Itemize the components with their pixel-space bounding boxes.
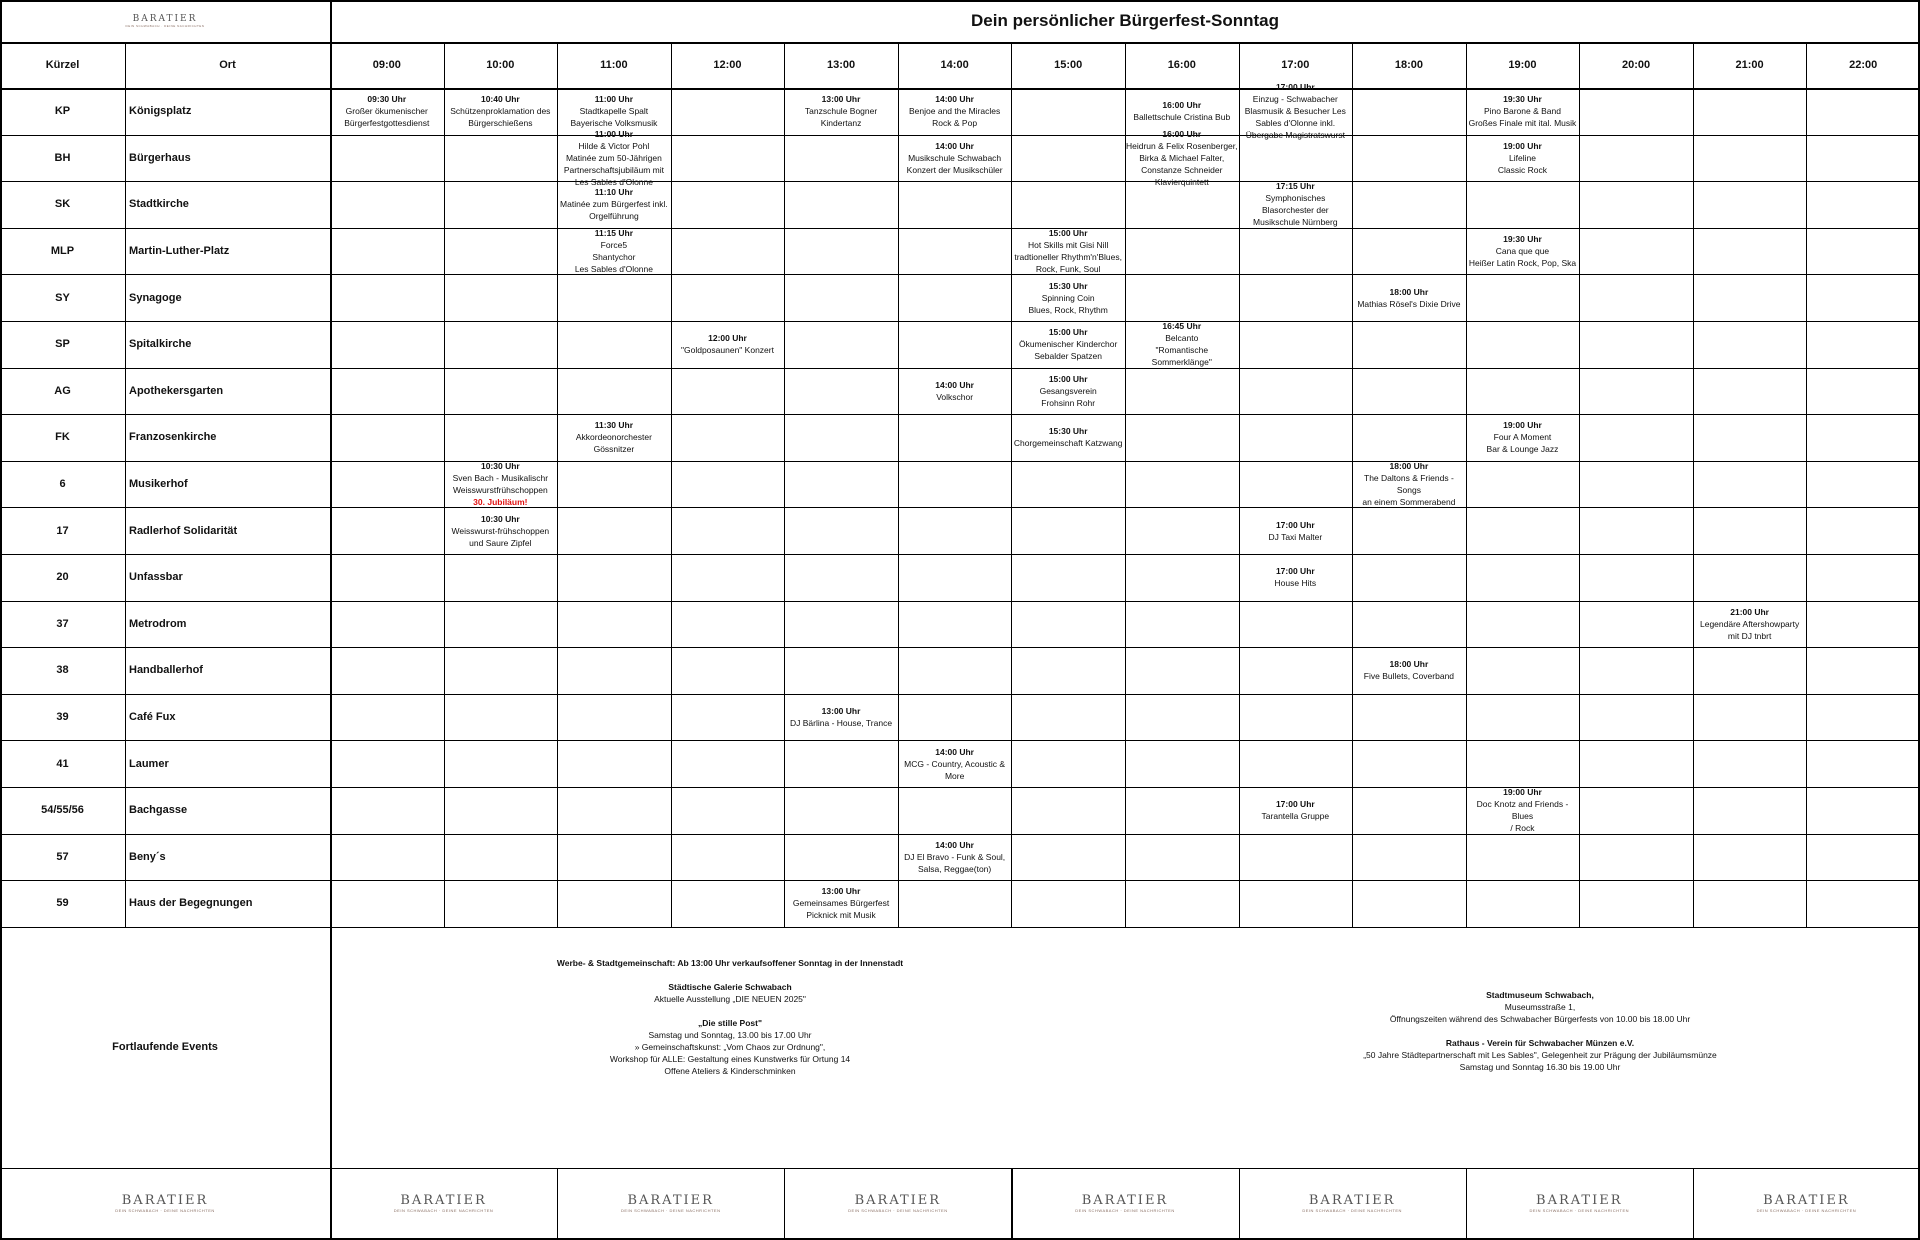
event-time: 15:00 Uhr (1048, 373, 1088, 384)
footer-logo (1693, 1168, 1920, 1238)
event-text: Four A Moment (1493, 432, 1552, 443)
footer-logo-sub: DEIN SCHWABACH · DEINE NACHRICHTEN (848, 1208, 948, 1213)
event-text: an einem Sommerabend (1362, 497, 1456, 508)
ongoing-right-line: „50 Jahre Städtepartnerschaft mit Les Sables", Gelegenheit zur Prägung der Jubiläumsmünze (1363, 1049, 1717, 1060)
event-time: 19:30 Uhr (1503, 94, 1542, 105)
event-cell[interactable] (1352, 461, 1466, 508)
event-time: 18:00 Uhr (1389, 659, 1429, 670)
footer-logo-word: BARATIER (1536, 1193, 1623, 1208)
column-header-hour: 20:00 (1621, 59, 1651, 71)
event-cell[interactable] (1011, 368, 1125, 415)
event-text: Sables d'Olonne inkl. (1255, 118, 1336, 129)
event-text: Rock, Funk, Soul (1035, 264, 1101, 275)
event-text: Frohsinn Rohr (1041, 397, 1096, 408)
column-header-hour: 17:00 (1281, 59, 1310, 71)
event-cell[interactable] (1352, 647, 1466, 694)
event-text: Constanze Schneider (1141, 164, 1223, 175)
footer-logo (330, 1168, 557, 1238)
location-name: Apothekersgarten (129, 384, 224, 397)
ongoing-left-line (500, 969, 960, 981)
location-name: Handballerhof (129, 664, 203, 677)
event-text: Classic Rock (1497, 164, 1548, 175)
event-text: Hot Skills mit Gisi Nill (1028, 240, 1109, 251)
ongoing-left-line: Städtische Galerie Schwabach (668, 981, 792, 992)
footer-logo-word: BARATIER (121, 1193, 209, 1208)
location-code: SP (55, 338, 70, 351)
event-text: DJ El Bravo - Funk & Soul, (904, 851, 1006, 862)
footer-logo-word: BARATIER (854, 1193, 942, 1208)
event-text: Force5 (600, 240, 628, 251)
event-text: Doc Knotz and Friends - Blues (1476, 799, 1569, 822)
location-code: SY (55, 291, 70, 304)
event-text: Großer ökumenischer (345, 106, 428, 117)
event-time: 14:00 Uhr (935, 140, 974, 151)
event-text: Heidrun & Felix Rosenberger, (1126, 140, 1238, 151)
logo-word: BARATIER (132, 14, 198, 24)
location-name: Beny´s (129, 850, 166, 863)
footer-logo (1011, 1168, 1238, 1238)
footer-logo (1466, 1168, 1693, 1238)
location-code: 37 (56, 617, 69, 630)
event-text: Bürgerschießens (468, 118, 533, 129)
event-time: 14:00 Uhr (935, 839, 974, 850)
event-text: Tarantella Gruppe (1261, 811, 1330, 822)
event-time: 11:00 Uhr (594, 94, 634, 105)
column-header-hour: 09:00 (372, 59, 401, 71)
column-header-hour: 14:00 (940, 59, 969, 71)
event-text: Hilde & Victor Pohl (578, 140, 650, 151)
ongoing-left-block (500, 957, 960, 1077)
event-text: Sebalder Spatzen (1034, 351, 1102, 362)
event-time: 15:00 Uhr (1048, 327, 1088, 338)
header-logo (0, 0, 330, 42)
event-text: Stadtkapelle Spalt (579, 106, 649, 117)
event-text: Konzert der Musikschüler (906, 164, 1003, 175)
event-text: Volkschor (936, 391, 974, 402)
location-name: Radlerhof Solidarität (129, 524, 238, 537)
location-code: KP (54, 105, 71, 118)
event-time: 11:30 Uhr (594, 420, 634, 431)
event-time: 17:00 Uhr (1275, 519, 1315, 530)
event-text: Ökumenischer Kinderchor (1019, 339, 1118, 350)
ongoing-right-line: Rathaus - Verein für Schwabacher Münzen e.V. (1445, 1037, 1635, 1048)
event-text: More (944, 770, 965, 781)
event-cell[interactable] (557, 128, 671, 187)
event-text: Heißer Latin Rock, Pop, Ska (1468, 258, 1577, 269)
ongoing-left-line: Samstag und Sonntag, 13.00 bis 17.00 Uhr (648, 1029, 812, 1040)
footer-logo-sub: DEIN SCHWABACH · DEINE NACHRICHTEN (393, 1208, 494, 1213)
event-cell[interactable] (1466, 787, 1580, 834)
event-text: Gemeinsames Bürgerfest (792, 898, 890, 909)
event-time: 11:15 Uhr (594, 228, 634, 239)
event-text: Birka & Michael Falter, (1139, 152, 1225, 163)
event-time: 15:00 Uhr (1048, 228, 1088, 239)
location-name: Königsplatz (129, 105, 192, 118)
event-text: Musikschule Nürnberg (1253, 217, 1338, 228)
event-text: DJ Bärlina - House, Trance (790, 718, 893, 729)
border-bottom (0, 1238, 1920, 1240)
footer-logo-sub: DEIN SCHWABACH · DEINE NACHRICHTEN (115, 1208, 215, 1213)
event-text: und Saure Zipfel (469, 537, 532, 548)
footer-logo-word: BARATIER (627, 1193, 714, 1208)
ongoing-right-line: Museumsstraße 1, (1504, 1001, 1576, 1012)
event-cell[interactable] (1011, 274, 1125, 321)
event-text: Blues, Rock, Rhythm (1028, 304, 1108, 315)
event-text: Weisswurst-frühschoppen (451, 525, 550, 536)
event-cell[interactable] (1239, 787, 1353, 834)
event-text: tradtioneller Rhythm'n'Blues, (1014, 252, 1123, 263)
column-header-hour: 15:00 (1054, 59, 1083, 71)
event-cell[interactable] (1239, 82, 1353, 141)
location-code: 17 (56, 524, 69, 537)
event-time: 11:10 Uhr (594, 187, 634, 198)
ongoing-left-line: Offene Ateliers & Kinderschminken (664, 1065, 796, 1076)
location-code: 38 (56, 664, 69, 677)
column-header-hour: 11:00 (600, 59, 628, 71)
ongoing-left-line: „Die stille Post" (697, 1017, 763, 1028)
event-cell[interactable] (1011, 228, 1125, 275)
footer-logo (784, 1168, 1011, 1238)
location-code: SK (54, 198, 71, 211)
footer-logo-sub: DEIN SCHWABACH · DEINE NACHRICHTEN (1302, 1208, 1402, 1213)
location-name: Metrodrom (129, 617, 187, 630)
event-text: Matinée zum Bürgerfest inkl. (560, 199, 668, 210)
column-header-hour: 13:00 (826, 59, 856, 71)
event-text: Bayerische Volksmusik (570, 118, 658, 129)
footer-logo-sub: DEIN SCHWABACH · DEINE NACHRICHTEN (620, 1208, 721, 1213)
location-code: 41 (56, 757, 69, 770)
event-cell[interactable] (557, 228, 671, 275)
event-text: Mathias Rösel's Dixie Drive (1357, 298, 1461, 309)
event-text: Blasorchester der (1262, 205, 1329, 216)
event-cell[interactable] (898, 88, 1012, 135)
event-highlight: 30. Jubiläum! (473, 497, 528, 508)
event-time: 16:45 Uhr (1162, 321, 1202, 332)
footer-logo (0, 1168, 330, 1238)
event-text: Chorgemeinschaft Katzwang (1013, 438, 1123, 449)
event-text: Picknick mit Musik (806, 910, 876, 921)
event-text: Blasmusik & Besucher Les (1244, 106, 1346, 117)
location-name: Stadtkirche (129, 198, 189, 211)
event-time: 21:00 Uhr (1730, 606, 1769, 617)
footer-logo-word: BARATIER (1763, 1193, 1850, 1208)
event-time: 15:30 Uhr (1048, 426, 1088, 437)
hour-divider (784, 42, 785, 927)
event-text: Kindertanz (820, 118, 862, 129)
event-text: Orgelführung (589, 211, 639, 222)
ongoing-left-line: Werbe- & Stadtgemeinschaft: Ab 13:00 Uhr verkaufsoffener Sonntag in der Innenstadt (556, 957, 904, 968)
hour-divider (1693, 42, 1694, 927)
event-time: 19:00 Uhr (1503, 787, 1542, 798)
event-text: Einzug - Schwabacher (1252, 94, 1338, 105)
event-cell[interactable] (1239, 181, 1353, 228)
column-header-hour: 10:00 (486, 59, 515, 71)
event-cell[interactable] (1125, 128, 1239, 187)
location-name: Haus der Begegnungen (129, 897, 253, 910)
event-cell[interactable] (784, 694, 898, 741)
ongoing-left-line: » Gemeinschaftskunst: „Vom Chaos zur Ordnung", (634, 1041, 826, 1052)
event-time: 14:00 Uhr (935, 94, 974, 105)
event-text: Lifeline (1509, 152, 1536, 163)
event-time: 19:00 Uhr (1503, 140, 1542, 151)
event-text: Ballettschule Cristina Bub (1133, 112, 1231, 123)
ongoing-right-line: Öffnungszeiten während des Schwabacher Bürgerfests von 10.00 bis 18.00 Uhr (1389, 1013, 1691, 1024)
hour-divider (1579, 42, 1580, 927)
event-time: 10:40 Uhr (480, 94, 520, 105)
location-name: Café Fux (129, 711, 176, 724)
event-text: Übergabe Magistratswurst (1245, 130, 1345, 141)
event-time: 10:30 Uhr (480, 513, 520, 524)
event-time: 17:00 Uhr (1275, 82, 1315, 93)
event-text: Schützenproklamation des (450, 106, 551, 117)
column-header-hour: 12:00 (713, 59, 742, 71)
footer-logo-sub: DEIN SCHWABACH · DEINE NACHRICHTEN (1529, 1208, 1630, 1213)
event-cell[interactable] (1693, 601, 1807, 648)
event-cell[interactable] (1011, 321, 1125, 368)
event-text: Belcanto (1165, 333, 1199, 344)
event-cell[interactable] (898, 740, 1012, 787)
event-cell[interactable] (557, 414, 671, 461)
event-text: Großes Finale mit ital. Musik (1468, 118, 1577, 129)
location-name: Spitalkirche (129, 338, 192, 351)
page-title: Dein persönlicher Bürgerfest-Sonntag (971, 11, 1279, 30)
border-top (0, 0, 1920, 2)
event-cell[interactable] (330, 88, 444, 135)
column-header-kuerzel: Kürzel (45, 59, 80, 71)
location-code: 6 (59, 478, 66, 491)
event-text: "Romantische (1155, 345, 1209, 356)
footer-logo (1239, 1168, 1466, 1238)
event-cell[interactable] (1125, 321, 1239, 368)
event-time: 16:00 Uhr (1162, 128, 1202, 139)
location-code: MLP (50, 245, 75, 258)
event-text: "Goldposaunen" Konzert (680, 345, 774, 356)
event-time: 15:30 Uhr (1048, 280, 1088, 291)
location-name: Franzosenkirche (129, 431, 217, 444)
event-cell[interactable] (444, 507, 558, 554)
event-time: 14:00 Uhr (935, 746, 974, 757)
event-text: Sommerklänge" (1151, 357, 1212, 368)
event-text: Weisswurstfrühschoppen (452, 485, 548, 496)
column-header-hour: 21:00 (1735, 59, 1764, 71)
event-cell[interactable] (784, 88, 898, 135)
event-text: / Rock (1510, 823, 1535, 834)
location-name: Musikerhof (129, 478, 188, 491)
event-text: Symphonisches (1265, 193, 1326, 204)
event-time: 13:00 Uhr (821, 706, 861, 717)
location-code: 39 (56, 711, 69, 724)
event-time: 18:00 Uhr (1389, 286, 1429, 297)
event-text: Shantychor (592, 252, 636, 263)
location-code: FK (55, 431, 70, 444)
event-cell[interactable] (444, 88, 558, 135)
event-cell[interactable] (557, 181, 671, 228)
footer-logo-sub: DEIN SCHWABACH · DEINE NACHRICHTEN (1756, 1208, 1857, 1213)
event-text: Partnerschaftsjubiläum mit (563, 164, 664, 175)
event-text: Spinning Coin (1041, 292, 1095, 303)
event-text: The Daltons & Friends - Songs (1364, 473, 1454, 496)
event-text: mit DJ tnbrt (1727, 630, 1772, 641)
event-cell[interactable] (671, 321, 785, 368)
footer-logo-sub: DEIN SCHWABACH · DEINE NACHRICHTEN (1075, 1208, 1175, 1213)
location-code: 54/55/56 (41, 804, 84, 817)
event-cell[interactable] (1466, 135, 1580, 182)
location-name: Bachgasse (129, 804, 188, 817)
event-text: Les Sables d'Olonne (574, 176, 653, 187)
event-cell[interactable] (1466, 414, 1580, 461)
event-text: Legendäre Aftershowparty (1699, 618, 1800, 629)
event-time: 12:00 Uhr (708, 333, 747, 344)
event-text: Rock & Pop (932, 118, 978, 129)
event-text: Gesangsverein (1039, 385, 1097, 396)
event-text: Pino Barone & Band (1483, 106, 1561, 117)
location-name: Bürgerhaus (129, 151, 191, 164)
border-right (1918, 0, 1920, 1238)
footer-logo-word: BARATIER (1081, 1193, 1169, 1208)
ongoing-right-block (1330, 989, 1750, 1073)
event-text: Benjoe and the Miracles (909, 106, 1001, 117)
ongoing-left-line: Workshop für ALLE: Gestaltung eines Kunstwerks für Ortung 14 (609, 1053, 851, 1064)
event-time: 13:00 Uhr (821, 886, 861, 897)
event-text: Akkordeonorchester (575, 432, 652, 443)
event-cell[interactable] (898, 368, 1012, 415)
ongoing-left-line: Aktuelle Ausstellung „DIE NEUEN 2025" (654, 993, 806, 1004)
event-time: 10:30 Uhr (480, 461, 520, 472)
event-text: DJ Taxi Malter (1268, 531, 1323, 542)
footer-logo-word: BARATIER (1308, 1193, 1396, 1208)
event-text: Gössnitzer (593, 444, 635, 455)
event-text: Bürgerfestgottesdienst (344, 118, 430, 129)
event-text: Five Bullets, Coverband (1363, 671, 1455, 682)
event-cell[interactable] (898, 834, 1012, 881)
event-cell[interactable] (784, 880, 898, 927)
column-header-hour: 22:00 (1849, 59, 1878, 71)
location-code: BH (54, 151, 71, 164)
event-cell[interactable] (444, 461, 558, 508)
event-text: Les Sables d'Olonne (574, 264, 653, 275)
ongoing-right-line (1330, 1025, 1750, 1037)
event-cell[interactable] (1239, 507, 1353, 554)
event-cell[interactable] (1466, 228, 1580, 275)
location-code: 59 (56, 897, 69, 910)
event-text: Matinée zum 50-Jährigen (565, 152, 662, 163)
event-time: 19:30 Uhr (1503, 234, 1542, 245)
location-name: Laumer (129, 757, 169, 770)
location-code: 57 (56, 850, 69, 863)
event-text: Tanzschule Bogner (804, 106, 878, 117)
event-time: 11:00 Uhr (594, 128, 634, 139)
ongoing-events-label: Fortlaufende Events (112, 1041, 218, 1054)
event-time: 19:00 Uhr (1503, 420, 1542, 431)
location-code: 20 (56, 571, 69, 584)
event-text: Cana que que (1495, 246, 1550, 257)
ongoing-right-line: Samstag und Sonntag 16.30 bis 19.00 Uhr (1459, 1061, 1621, 1072)
event-time: 17:00 Uhr (1275, 566, 1315, 577)
column-header-hour: 16:00 (1167, 59, 1196, 71)
event-time: 13:00 Uhr (821, 94, 861, 105)
event-time: 16:00 Uhr (1162, 100, 1202, 111)
location-name: Martin-Luther-Platz (129, 245, 230, 258)
ongoing-right-line: Stadtmuseum Schwabach, (1486, 989, 1594, 1000)
event-text: Klavierquintett (1154, 176, 1209, 187)
column-header-ort: Ort (219, 59, 236, 71)
event-cell[interactable] (1352, 274, 1466, 321)
event-cell[interactable] (898, 135, 1012, 182)
event-text: Sven Bach - Musikalischr (452, 473, 549, 484)
column-header-hour: 18:00 (1394, 59, 1423, 71)
location-name: Synagoge (129, 291, 182, 304)
event-time: 14:00 Uhr (935, 379, 974, 390)
divider-ort (330, 0, 332, 1238)
location-code: AG (54, 384, 71, 397)
event-text: House Hits (1274, 578, 1317, 589)
location-name: Unfassbar (129, 571, 183, 584)
event-cell[interactable] (1466, 88, 1580, 135)
event-time: 17:15 Uhr (1275, 181, 1315, 192)
event-time: 09:30 Uhr (367, 94, 407, 105)
logo-subline: DEIN SCHWABACH · DEINE NACHRICHTEN (125, 24, 205, 28)
event-time: 17:00 Uhr (1275, 799, 1315, 810)
event-text: Salsa, Reggae(ton) (918, 863, 992, 874)
hour-divider (671, 42, 672, 927)
column-header-hour: 19:00 (1508, 59, 1537, 71)
ongoing-left-line (500, 1005, 960, 1017)
event-time: 18:00 Uhr (1389, 461, 1429, 472)
hour-divider (1806, 42, 1807, 927)
event-cell[interactable] (1011, 414, 1125, 461)
event-text: Bar & Lounge Jazz (1486, 444, 1559, 455)
footer-logo (557, 1168, 784, 1238)
event-text: MCG - Country, Acoustic & (904, 758, 1006, 769)
event-cell[interactable] (1239, 554, 1353, 601)
hour-divider (1011, 42, 1012, 927)
event-text: Musikschule Schwabach (908, 152, 1002, 163)
footer-logo-word: BARATIER (400, 1193, 487, 1208)
